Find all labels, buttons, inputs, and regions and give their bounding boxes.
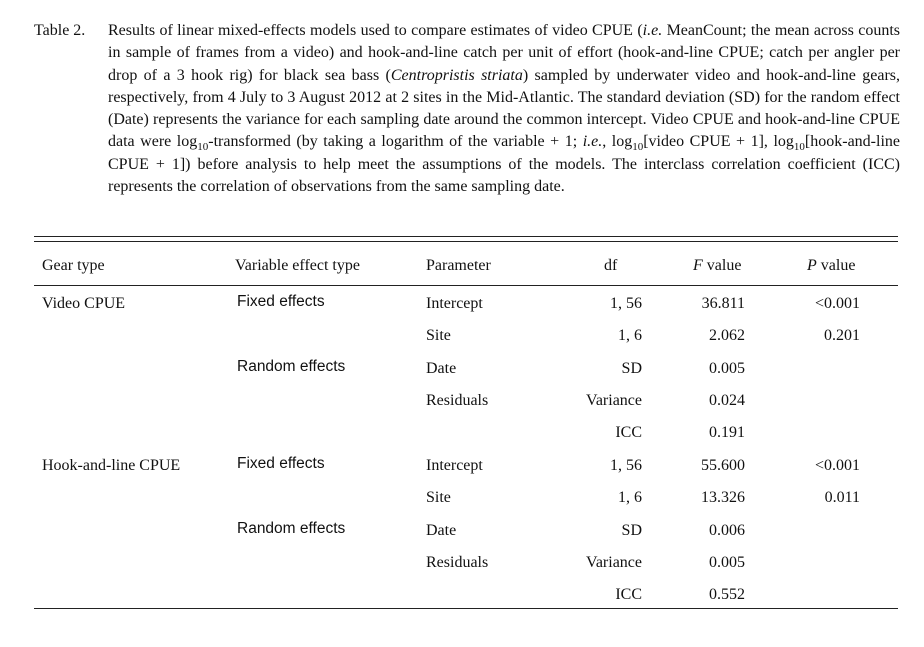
df-cell: Variance: [586, 392, 642, 409]
p-value-cell: <0.001: [814, 295, 860, 312]
f-value-cell: 0.005: [709, 360, 745, 377]
caption-part: Results of linear mixed-effects models used to compare estimates of video CPUE (: [108, 22, 643, 39]
f-value-cell: 55.600: [701, 457, 745, 474]
parameter-cell: Residuals: [426, 392, 489, 409]
caption-subscript: 10: [632, 141, 644, 154]
p-value-cell: 0.201: [824, 327, 860, 344]
header-f-value: [693, 256, 741, 276]
effect-type-cell: Random effects: [237, 358, 346, 375]
bottom-rule: [34, 608, 898, 609]
df-cell: 1, 56: [610, 457, 642, 474]
table-label: Table 2.: [34, 22, 86, 39]
parameter-cell: Date: [426, 360, 457, 377]
gear-type-cell: Video CPUE: [42, 295, 126, 312]
p-value-cell: 0.011: [824, 489, 860, 506]
caption-text: [108, 20, 900, 198]
species-name: Centropristis striata: [390, 66, 523, 84]
caption-italic: i.e.: [642, 22, 663, 39]
caption-part: -transformed (by taking a logarithm of the variable + 1;: [208, 133, 583, 151]
p-value-label: value: [816, 257, 856, 274]
caption-part: [video CPUE + 1], log: [643, 133, 794, 151]
parameter-cell: Residuals: [426, 554, 489, 571]
header-gear-type: Gear type: [42, 257, 105, 274]
f-value-label: value: [702, 257, 742, 274]
effect-type-cell: Fixed effects: [237, 455, 325, 472]
parameter-cell: Intercept: [426, 295, 483, 312]
df-cell: SD: [621, 360, 642, 377]
caption-italic: i.e.: [582, 133, 603, 151]
f-value-cell: 36.811: [701, 295, 745, 312]
effect-type-cell: Random effects: [237, 520, 346, 537]
f-value-cell: 0.191: [709, 424, 745, 441]
df-cell: ICC: [615, 424, 642, 441]
header-df: df: [604, 257, 618, 274]
df-cell: SD: [621, 522, 642, 539]
f-value-cell: 13.326: [701, 489, 745, 506]
p-italic: P: [807, 257, 817, 274]
f-value-cell: 0.005: [709, 554, 745, 571]
caption-part: ) sampled by underwater video and hook-and-line gears, respectively, from 4 July to 3 August 2012 at 2 sites in the Mid-Atlantic. The standard deviation (SD) for the random effect (Date) represents the variance for each sampling date around the common intercept. Video CPUE and hook-and-line CPUE data were log: [108, 66, 901, 151]
p-value-cell: <0.001: [814, 457, 860, 474]
top-rule-double: [34, 241, 898, 242]
top-rule: [34, 236, 898, 237]
parameter-cell: Site: [426, 489, 451, 506]
parameter-cell: Site: [426, 327, 451, 344]
caption-part: [hook-and-line CPUE + 1]) before analysis to help meet the assumptions of the models. The interclass correlation coefficient (ICC) represents the correlation of observations from the same sampling date.: [108, 133, 900, 196]
f-value-cell: 0.006: [709, 522, 745, 539]
df-cell: ICC: [615, 586, 642, 603]
effect-type-cell: Fixed effects: [237, 293, 325, 310]
parameter-cell: Intercept: [426, 457, 483, 474]
f-value-cell: 2.062: [709, 327, 745, 344]
caption-subscript: 10: [197, 141, 209, 154]
caption-part: , log: [602, 133, 633, 151]
header-rule: [34, 285, 898, 286]
f-value-cell: 0.552: [709, 586, 745, 603]
gear-type-cell: Hook-and-line CPUE: [42, 457, 181, 474]
f-italic: F: [693, 257, 703, 274]
parameter-cell: Date: [426, 522, 457, 539]
f-value-cell: 0.024: [709, 392, 745, 409]
df-cell: 1, 56: [610, 295, 642, 312]
header-p-value: [807, 256, 855, 276]
caption-part: MeanCount; the mean across counts in sample of frames from a video) and hook-and-line catch per unit of effort (hook-and-line CPUE; catch per angler per drop of a 3 hook rig) for black sea bass (: [108, 22, 900, 84]
header-effect-type: Variable effect type: [235, 257, 360, 274]
df-cell: 1, 6: [618, 327, 642, 344]
header-parameter: Parameter: [426, 257, 491, 274]
df-cell: Variance: [586, 554, 642, 571]
df-cell: 1, 6: [618, 489, 642, 506]
caption-subscript: 10: [793, 141, 805, 154]
